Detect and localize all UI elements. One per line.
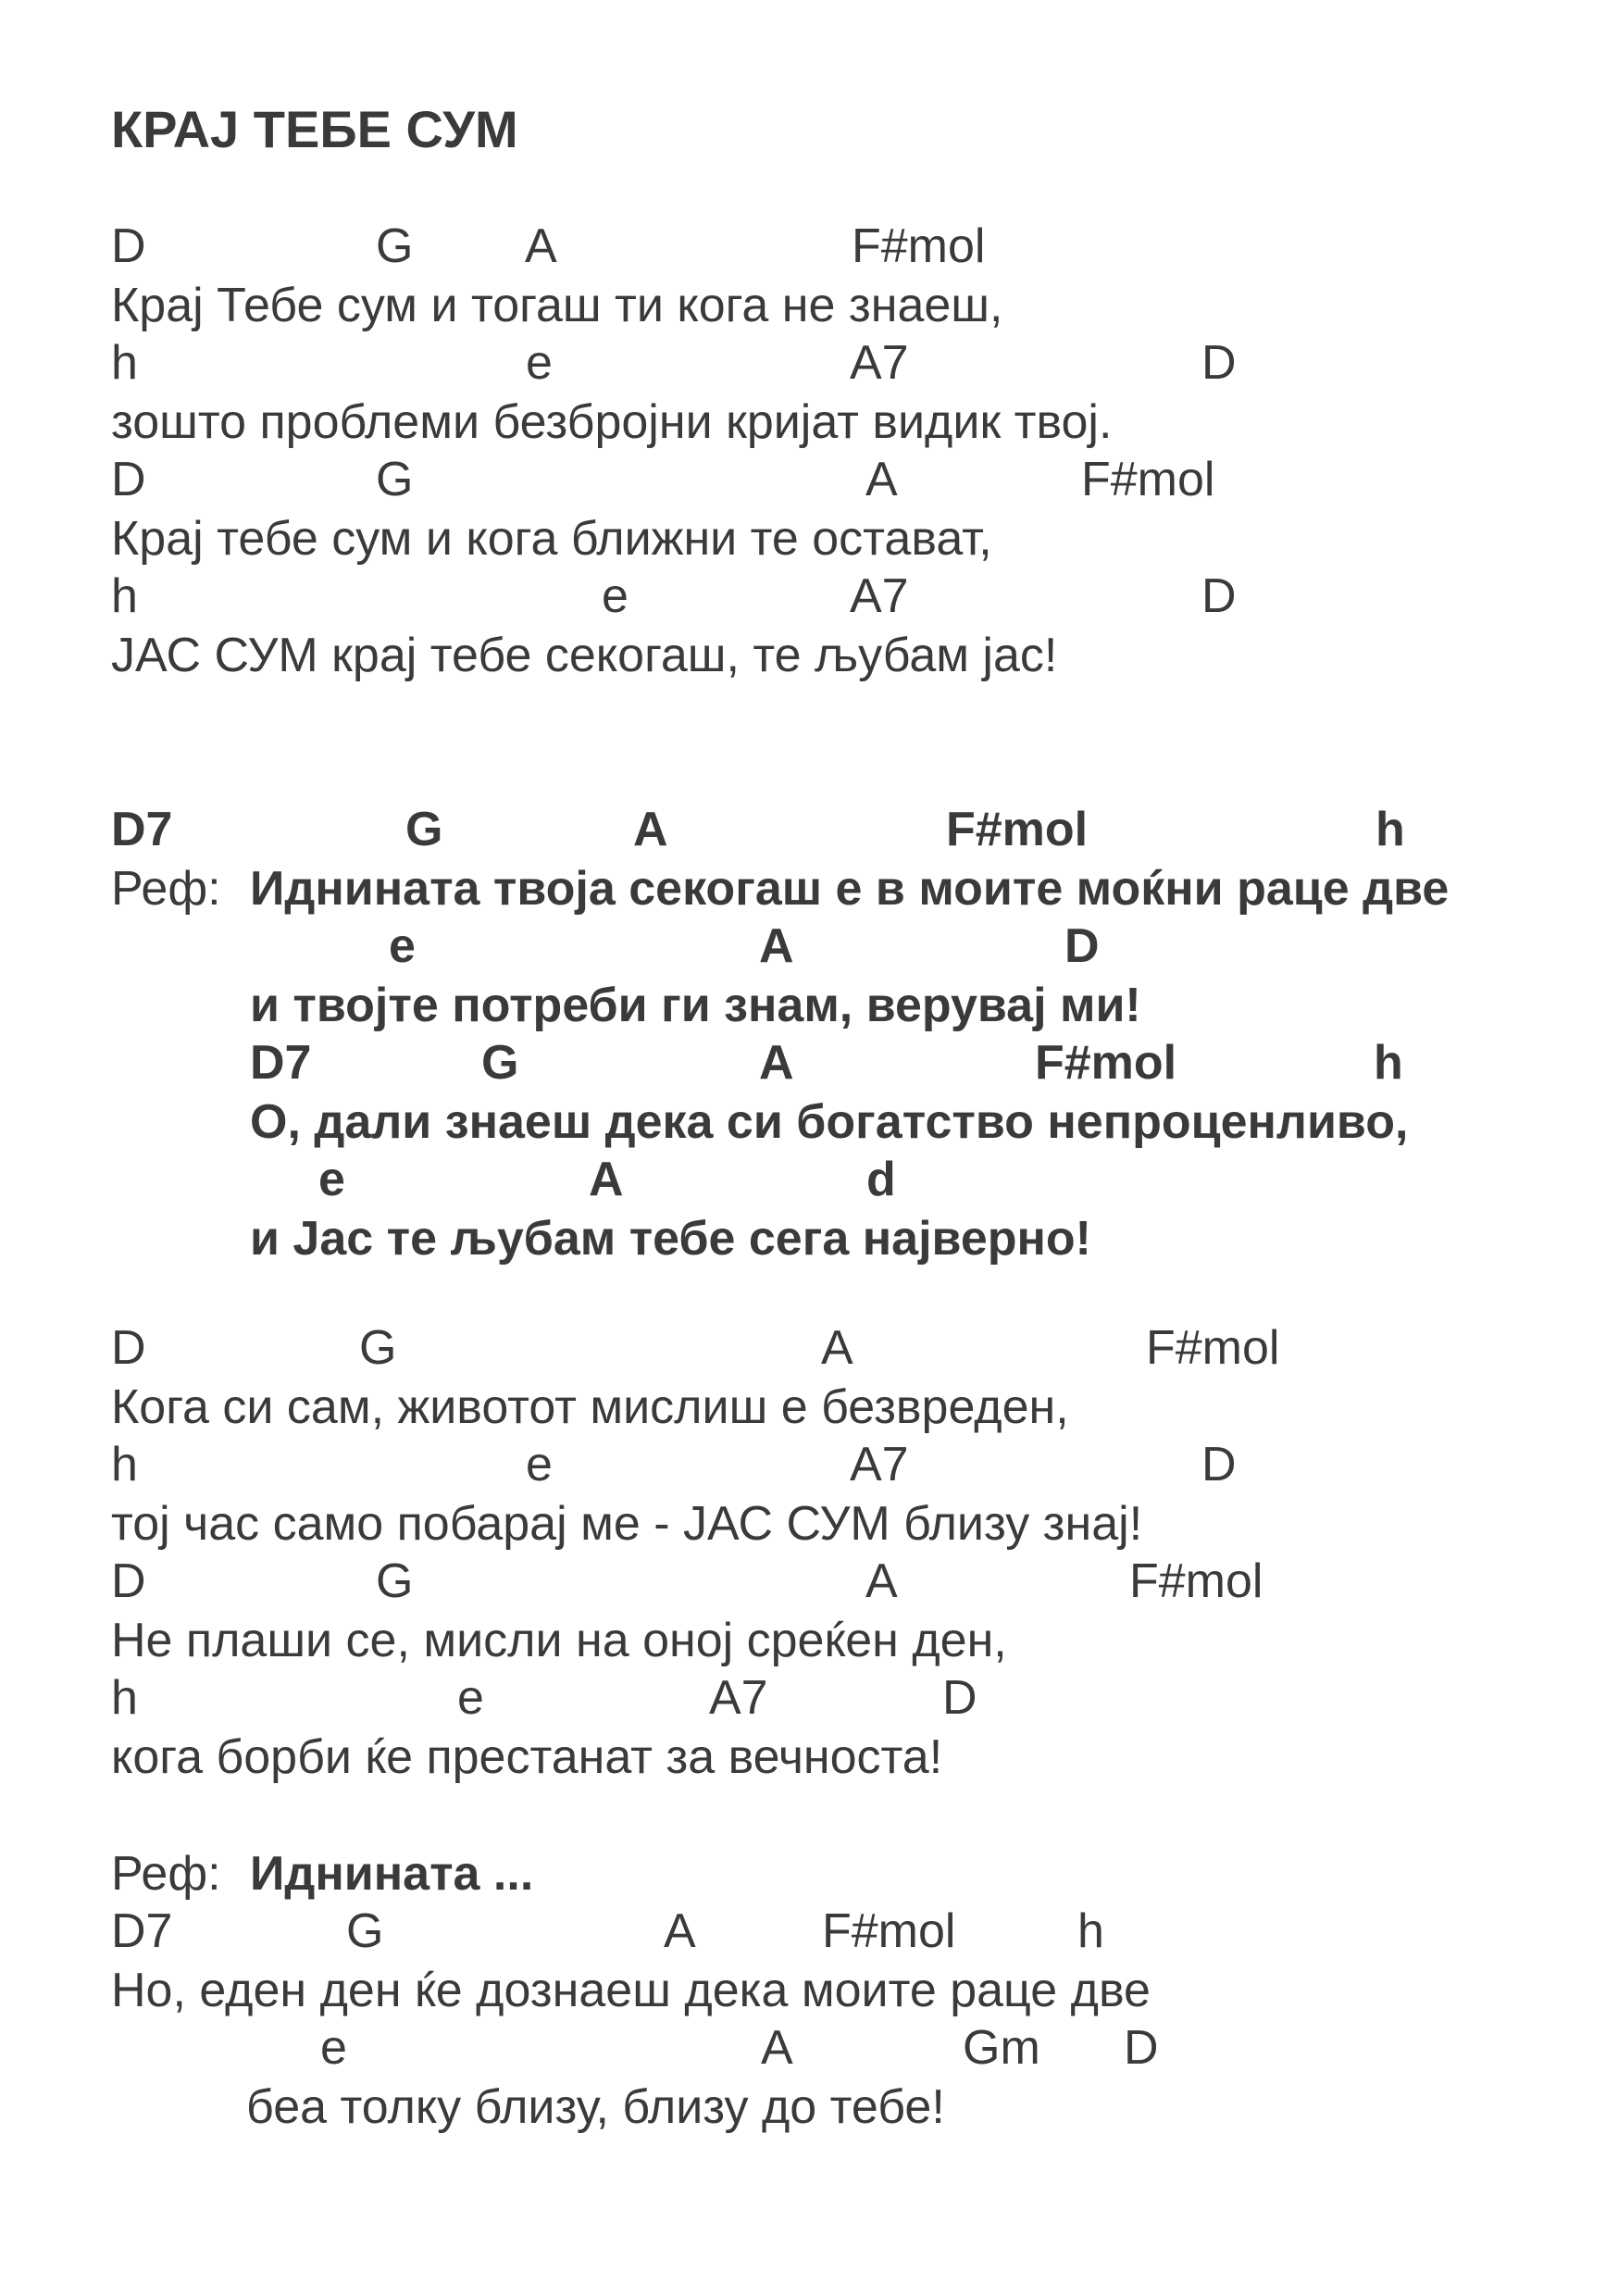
chord: D (1201, 336, 1237, 390)
chord: D7 (250, 1036, 312, 1090)
chord: h (111, 336, 138, 390)
chord: A (865, 453, 898, 506)
chord: e (318, 1153, 345, 1206)
chord: F#mol (1081, 453, 1215, 506)
chord: d (866, 1153, 896, 1206)
lyric-text: и Јас те љубам тебе сега највернo! (250, 1212, 1091, 1266)
chord: G (376, 453, 414, 506)
verse2-chord-line-1 (0, 1320, 1618, 1376)
chord: e (602, 569, 629, 623)
verse1-chord-line-3 (0, 452, 1618, 507)
chord: A (759, 919, 794, 973)
lyric-text: Кога си сам, животот мислиш е безвреден, (111, 1380, 1069, 1434)
chord: F#mol (1146, 1321, 1280, 1375)
chord: A7 (850, 1438, 909, 1491)
chord: A (633, 803, 668, 856)
refrain-chord-line-3 (0, 1035, 1618, 1091)
chord: F#mol (822, 1904, 956, 1958)
chord: A (865, 1554, 898, 1608)
lyric-text: Иднината твоја секогаш е в моите моќни раце две (250, 862, 1450, 916)
verse2-lyric-line-1 (0, 1379, 1618, 1435)
refrain-lyric-line-2 (0, 978, 1618, 1033)
lyric-text: тој час само побарај ме - ЈАС СУМ близу знај! (111, 1497, 1143, 1551)
chord: D (111, 453, 146, 506)
chord: Gm (963, 2021, 1040, 2075)
chord: G (376, 219, 414, 273)
verse1-lyric-line-2 (0, 394, 1618, 450)
refrain-repeat-text: Иднината ... (250, 1847, 534, 1901)
chord: e (457, 1671, 484, 1725)
verse1-lyric-line-4 (0, 628, 1618, 683)
chord: F#mol (1035, 1036, 1177, 1090)
chord: F#mol (1129, 1554, 1263, 1608)
chord: G (346, 1904, 384, 1958)
verse2-lyric-line-3 (0, 1613, 1618, 1668)
chord: A7 (709, 1671, 768, 1725)
ending-chord-line-2 (0, 2020, 1618, 2076)
refrain-lyric-line-1 (0, 861, 1618, 917)
chord: h (111, 1671, 138, 1725)
verse1-chord-line-2 (0, 335, 1618, 391)
lyric-text: ЈАС СУМ крај тебе секогаш, те љубам јас! (111, 629, 1058, 682)
chord: h (111, 569, 138, 623)
chord: A (821, 1321, 853, 1375)
chord: A7 (850, 336, 909, 390)
chord: D (942, 1671, 977, 1725)
chord: e (389, 919, 416, 973)
lyric-text: Крај тебе сум и кога ближни те остават, (111, 512, 992, 566)
lyric-text: зошто проблеми безбројни кријат видик твој. (111, 395, 1113, 449)
chord: A (761, 2021, 793, 2075)
chord: F#mol (946, 803, 1089, 856)
chord: D (111, 219, 146, 273)
chord: D (1064, 919, 1100, 973)
ending-lyric-line-1 (0, 1963, 1618, 2018)
verse1-lyric-line-1 (0, 278, 1618, 333)
chord: D (111, 1321, 146, 1375)
chord: h (1077, 1904, 1104, 1958)
chord: e (526, 1438, 553, 1491)
chord: h (1375, 803, 1405, 856)
song-title: КРАЈ ТЕБЕ СУМ (111, 100, 518, 158)
refrain-chord-line-1 (0, 802, 1618, 857)
ending-lyric-line-2 (0, 2079, 1618, 2135)
refrain-label: Реф: (111, 862, 221, 916)
refrain-label: Реф: (111, 1847, 221, 1901)
verse1-chord-line-4 (0, 568, 1618, 624)
verse2-lyric-line-2 (0, 1496, 1618, 1552)
chord: D7 (111, 1904, 173, 1958)
verse2-chord-line-4 (0, 1670, 1618, 1726)
chord: A (589, 1153, 624, 1206)
chord: G (481, 1036, 519, 1090)
lyric-text: беа толку близу, близу до тебе! (246, 2080, 945, 2134)
lyric-text: Не плаши се, мисли на оној среќен ден, (111, 1614, 1007, 1667)
chord: G (405, 803, 443, 856)
lyric-text: О, дали знаеш дека си богатство непроценливо, (250, 1095, 1409, 1149)
lyric-text: кога борби ќе престанат за вечноста! (111, 1730, 943, 1784)
chord: A7 (850, 569, 909, 623)
lyric-text: Крај Тебе сум и тогаш ти кога не знаеш, (111, 279, 1003, 332)
refrain-repeat-line (0, 1846, 1618, 1902)
chord: e (320, 2021, 347, 2075)
chord: F#mol (852, 219, 986, 273)
lyric-text: и твојте потреби ги знам, верувај ми! (250, 979, 1141, 1032)
verse2-chord-line-3 (0, 1554, 1618, 1609)
chord: e (526, 336, 553, 390)
verse1-lyric-line-3 (0, 511, 1618, 567)
chord: D (1201, 1438, 1237, 1491)
verse2-lyric-line-4 (0, 1729, 1618, 1785)
chord: G (359, 1321, 397, 1375)
ending-chord-line-1 (0, 1903, 1618, 1959)
verse2-chord-line-2 (0, 1437, 1618, 1492)
chord: h (1374, 1036, 1403, 1090)
lyric-text: Но, еден ден ќе дознаеш дека моите раце две (111, 1964, 1151, 2017)
chord: A (525, 219, 557, 273)
chord: D (1124, 2021, 1159, 2075)
refrain-chord-line-4 (0, 1152, 1618, 1207)
chord: D (1201, 569, 1237, 623)
refrain-lyric-line-4 (0, 1211, 1618, 1267)
verse1-chord-line-1 (0, 218, 1618, 274)
refrain-lyric-line-3 (0, 1094, 1618, 1150)
chord: D (111, 1554, 146, 1608)
chord: A (759, 1036, 794, 1090)
refrain-chord-line-2 (0, 918, 1618, 974)
chord: D7 (111, 803, 173, 856)
chord: A (664, 1904, 696, 1958)
chord: h (111, 1438, 138, 1491)
chord: G (376, 1554, 414, 1608)
